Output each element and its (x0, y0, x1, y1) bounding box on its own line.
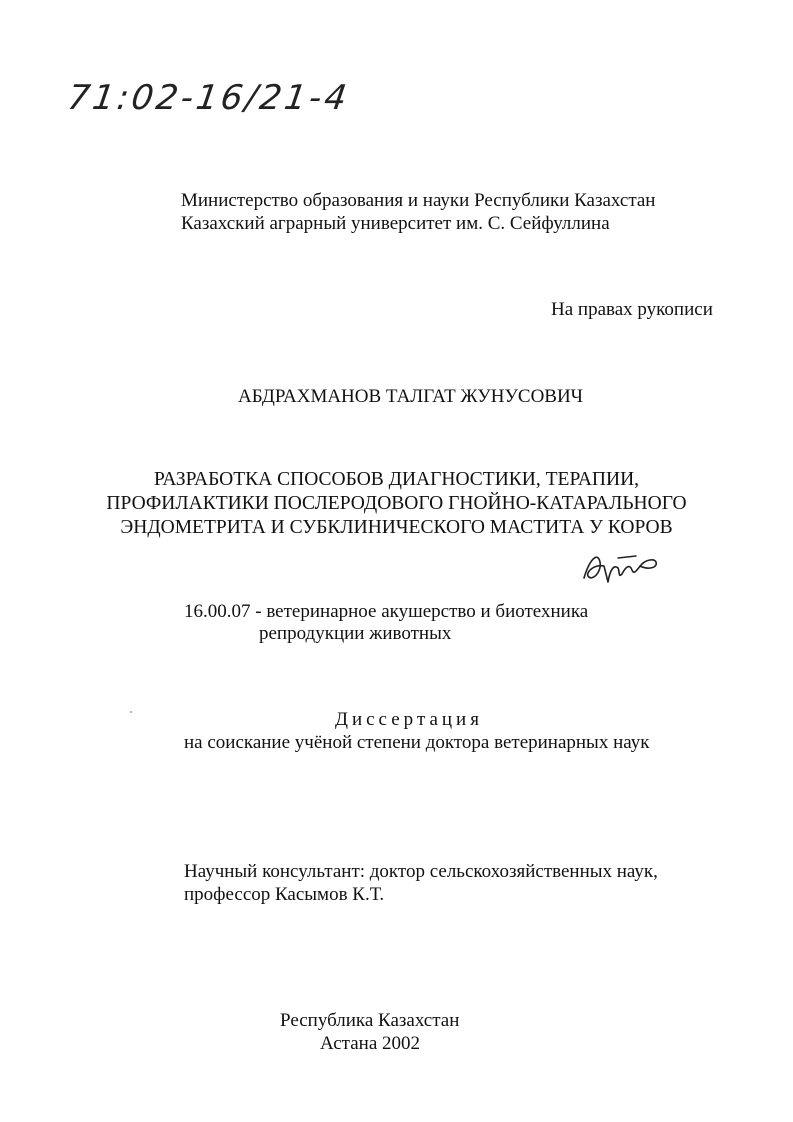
signature-icon (578, 548, 660, 588)
scientific-consultant: Научный консультант: доктор сельскохозяйственных наук, (184, 861, 658, 882)
title-line: ПРОФИЛАКТИКИ ПОСЛЕРОДОВОГО ГНОЙНО-КАТАРАЛЬНОГО (106, 493, 687, 514)
manuscript-rights-note: На правах рукописи (551, 299, 713, 320)
consultant-name: профессор Касымов К.Т. (184, 884, 385, 905)
specialty-continuation: репродукции животных (259, 623, 452, 644)
title-line: ЭНДОМЕТРИТА И СУБКЛИНИЧЕСКОГО МАСТИТА У КОРОВ (120, 517, 673, 538)
archive-code-handwritten: 71:02-16/21-4 (65, 78, 352, 118)
dissertation-title (60, 468, 733, 540)
university-name: Казахский аграрный университет им. С. Сейфуллина (181, 213, 610, 234)
degree-sought: на соискание учёной степени доктора ветеринарных наук (184, 732, 650, 753)
author-name: АБДРАХМАНОВ ТАЛГАТ ЖУНУСОВИЧ (238, 386, 584, 407)
city-year: Астана 2002 (320, 1033, 421, 1054)
title-line: РАЗРАБОТКА СПОСОБОВ ДИАГНОСТИКИ, ТЕРАПИИ, (153, 469, 640, 490)
ministry-name: Министерство образования и науки Республики Казахстан (181, 190, 656, 211)
document-type: Диссертация (335, 709, 483, 730)
scan-speck (130, 711, 132, 713)
country: Республика Казахстан (280, 1010, 460, 1031)
specialty-code: 16.00.07 - ветеринарное акушерство и биотехника (184, 601, 589, 622)
